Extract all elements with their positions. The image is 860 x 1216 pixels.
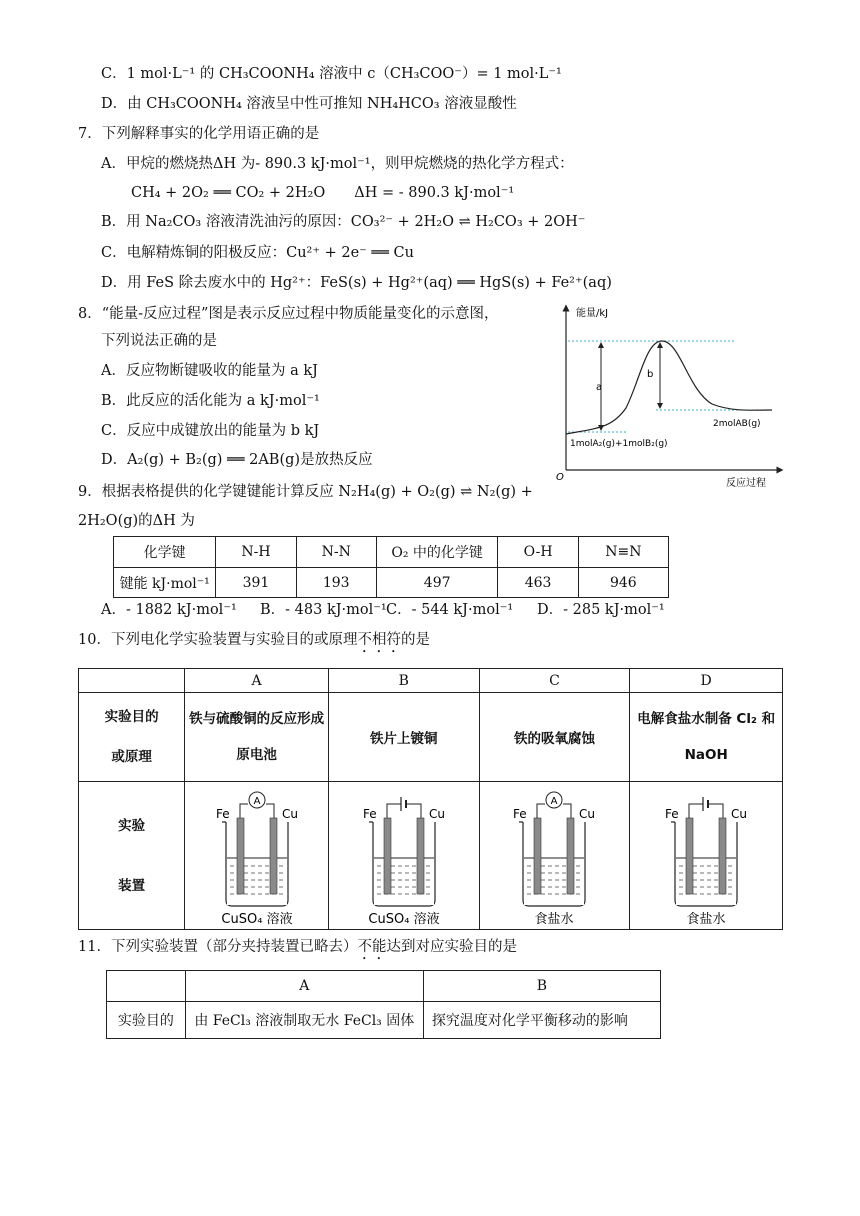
- wire-right: [413, 804, 421, 818]
- q7-option-b: B．用 Na₂CO₃ 溶液清洗油污的原因：CO₃²⁻ + 2H₂O ⇌ H₂CO₃ + 2OH⁻: [101, 214, 586, 230]
- wire-right: [266, 804, 274, 818]
- bond-energy-table: [113, 536, 669, 598]
- q9-option-b: B．- 483 kJ·mol⁻¹: [260, 602, 387, 618]
- q9-stem-line1: 9．根据表格提供的化学键键能计算反应 N₂H₄(g) + O₂(g) ⇌ N₂(g) +: [78, 484, 533, 500]
- cu-electrode: [270, 818, 277, 894]
- table-row: [79, 693, 783, 782]
- table-header-cell: O₂ 中的化学键: [376, 537, 498, 568]
- purpose-cell-a: 由 FeCl₃ 溶液制取无水 FeCl₃ 固体: [185, 1002, 423, 1039]
- q9-option-c: C．- 544 kJ·mol⁻¹: [386, 602, 514, 618]
- wire-left: [387, 804, 395, 818]
- q7-option-d: D．用 FeS 除去废水中的 Hg²⁺：FeS(s) + Hg²⁺(aq) ══ HgS(s) + Fe²⁺(aq): [101, 275, 612, 291]
- purpose-label-cell: 实验目的 或原理: [79, 693, 185, 782]
- purpose-cell-d: 电解食盐水制备 Cl₂ 和 NaOH: [630, 693, 783, 782]
- electrode-label-cu: Cu: [281, 806, 298, 821]
- q7-option-c: C．电解精炼铜的阳极反应：Cu²⁺ + 2e⁻ ══ Cu: [101, 245, 414, 261]
- q8-stem-line1: 8．“能量-反应过程”图是表示反应过程中物质能量变化的示意图，: [78, 306, 499, 322]
- q9-option-d: D．- 285 kJ·mol⁻¹: [537, 602, 665, 618]
- solution-label: CuSO₄ 溶液: [368, 911, 440, 927]
- y-axis-label: 能量/kJ: [576, 308, 609, 319]
- apparatus-label-cell: 实验 装置: [79, 782, 185, 930]
- electrode-label-cu: Cu: [428, 806, 445, 821]
- table-cell: 193: [296, 568, 376, 598]
- purpose-cell-a: 铁与硫酸铜的反应形成原电池: [185, 693, 329, 782]
- q8-option-a: A．反应物断键吸收的能量为 a kJ: [101, 363, 318, 379]
- cu-electrode: [719, 818, 726, 894]
- electrode-label-cu: Cu: [731, 806, 748, 821]
- label-a: a: [596, 382, 603, 393]
- col-header-b: B: [328, 669, 479, 693]
- q7-stem: 7．下列解释事实的化学用语正确的是: [78, 126, 320, 142]
- purpose-cell-c: 铁的吸氧腐蚀: [479, 693, 630, 782]
- cu-electrode: [567, 818, 574, 894]
- table-cell: 497: [376, 568, 498, 598]
- ammeter-label: A: [551, 795, 558, 807]
- col-header-d: D: [630, 669, 783, 693]
- solution-label: CuSO₄ 溶液: [221, 911, 293, 927]
- product-label: 2molAB(g): [713, 419, 761, 429]
- electrode-label-fe: Fe: [362, 806, 377, 821]
- table-header-cell: O-H: [498, 537, 578, 568]
- electrode-label-fe: Fe: [665, 806, 679, 821]
- table-row: [79, 669, 783, 693]
- electrochemical-cell-diagram: [651, 784, 761, 928]
- table-header-cell: N-N: [296, 537, 376, 568]
- table-cell: 463: [498, 568, 578, 598]
- purpose-label-cell: 实验目的: [107, 1002, 186, 1039]
- wire-right: [563, 804, 571, 818]
- table-cell: 946: [578, 568, 668, 598]
- table-row: [107, 1002, 661, 1039]
- q9-stem-line2: 2H₂O(g)的ΔH 为: [78, 513, 195, 529]
- q6-option-c: C．1 mol·L⁻¹ 的 CH₃COONH₄ 溶液中 c（CH₃COO⁻）= 1 mol·L⁻¹: [101, 66, 562, 82]
- col-header-c: C: [479, 669, 630, 693]
- energy-diagram: [548, 300, 788, 492]
- q7-option-a-equation: CH₄ + 2O₂ ══ CO₂ + 2H₂O ΔH = - 890.3 kJ·mol⁻¹: [131, 185, 515, 201]
- solution: [676, 858, 736, 905]
- solution: [524, 858, 584, 905]
- q8-option-b: B．此反应的活化能为 a kJ·mol⁻¹: [101, 393, 320, 409]
- q8-stem-line2: 下列说法正确的是: [101, 333, 217, 349]
- wire-left: [240, 804, 248, 818]
- table-row: [79, 782, 783, 930]
- table-header-cell: N-H: [216, 537, 296, 568]
- col-header-a: A: [185, 971, 423, 1002]
- solution: [227, 858, 287, 905]
- electrode-label-cu: Cu: [579, 806, 596, 821]
- q10-stem: 10．下列电化学实验装置与实验目的或原理不相符的是: [78, 632, 430, 648]
- q9-option-a: A．- 1882 kJ·mol⁻¹: [101, 602, 237, 618]
- origin-label: O: [556, 472, 564, 483]
- table-row: [114, 537, 669, 568]
- cu-electrode: [417, 818, 424, 894]
- electrochemical-cell-diagram: [202, 784, 312, 928]
- solution-label: 食盐水: [686, 911, 726, 927]
- reactant-label: 1molA₂(g)+1molB₂(g): [570, 439, 668, 449]
- electrode-label-fe: Fe: [215, 806, 230, 821]
- q11-stem: 11．下列实验装置（部分夹持装置已略去）不能达到对应实验目的是: [78, 939, 517, 955]
- purpose-cell-b: 铁片上镀铜: [328, 693, 479, 782]
- wire-left: [537, 804, 545, 818]
- table-header-cell: 化学键: [114, 537, 216, 568]
- apparatus-cell-b: [328, 782, 479, 930]
- apparatus-cell-d: [630, 782, 783, 930]
- q8-option-c: C．反应中成键放出的能量为 b kJ: [101, 423, 320, 439]
- ammeter-label: A: [253, 795, 261, 807]
- table-cell: 391: [216, 568, 296, 598]
- fe-electrode: [534, 818, 541, 894]
- table-header-cell: N≡N: [578, 537, 668, 568]
- solution: [374, 858, 434, 905]
- fe-electrode: [686, 818, 693, 894]
- wire-right: [715, 804, 723, 818]
- col-header-b: B: [423, 971, 660, 1002]
- q8-option-d: D．A₂(g) + B₂(g) ══ 2AB(g)是放热反应: [101, 452, 373, 468]
- purpose-cell-b: 探究温度对化学平衡移动的影响: [423, 1002, 660, 1039]
- electrochemical-cell-diagram: [499, 784, 609, 928]
- fe-electrode: [237, 818, 244, 894]
- table-row: [107, 971, 661, 1002]
- apparatus-cell-a: [185, 782, 329, 930]
- electrode-label-fe: Fe: [513, 806, 528, 821]
- emphasis-text: 不相符: [357, 632, 401, 648]
- fe-electrode: [384, 818, 391, 894]
- x-axis-label: 反应过程: [726, 478, 766, 489]
- table-cell: 键能 kJ·mol⁻¹: [114, 568, 216, 598]
- table-row: [114, 568, 669, 598]
- wire-left: [689, 804, 697, 818]
- label-b: b: [647, 369, 654, 380]
- q7-option-a: A．甲烷的燃烧热ΔH 为- 890.3 kJ·mol⁻¹，则甲烷燃烧的热化学方程式：: [101, 156, 574, 172]
- electrochemical-cell-diagram: [349, 784, 459, 928]
- col-header-a: A: [185, 669, 329, 693]
- apparatus-cell-c: [479, 782, 630, 930]
- q6-option-d: D．由 CH₃COONH₄ 溶液呈中性可推知 NH₄HCO₃ 溶液显酸性: [101, 96, 517, 112]
- emphasis-text: 不能: [357, 939, 387, 955]
- solution-label: 食盐水: [534, 911, 574, 927]
- electrochem-table: [78, 668, 783, 930]
- experiment-purpose-table: [106, 970, 661, 1039]
